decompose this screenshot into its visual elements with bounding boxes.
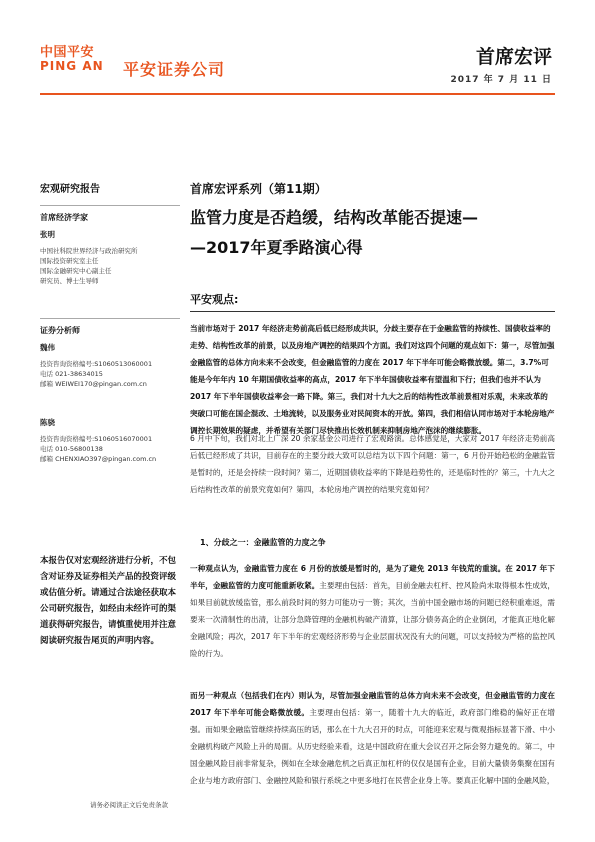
view-label: 平安观点:: [190, 293, 239, 306]
chief-economist-name: 张明: [40, 230, 55, 239]
sidebar-divider: [40, 318, 180, 319]
analyst-cert: 投资咨询资格编号:S1060516070001: [40, 435, 153, 443]
headline-line-1: 监管力度是否趋缓，结构改革能否提速—: [190, 208, 479, 227]
analyst-name: 魏伟: [40, 343, 55, 352]
intro-paragraph: 6 月中下旬，我们对北上广深 20 余家基金公司进行了宏观路演。总体感觉是，大家对 2017 年经济走势前高后低已经形成了共识，目前存在的主要分歧大致可以总结为以下四个问题：第一，6 月份开始趋松的金融监管是暂时的，还是会持续一段时间？第二，近期国债收益率的下降是趋势性的，还是临时性的？第三，十九大之后结构性改革的前景究竟如何？第四，本轮房地产调控的结果究竟如何？: [190, 434, 555, 494]
paragraph-body: 主要理由包括：第一，随着十九大的临近，政府部门维稳的偏好正在增强。而如果金融监管继续持续高压的话，那么在十九大召开的时点，可能迎来宏观与微观指标显著下滑、中小金融机构破产风险上升的局面。从历史经验来看，这是中国政府在重大会议召开之际会努力避免的。第二，中国金融风险目前非常复杂，例如在全球金融危机之后真正加杠杆的仅仅是国有企业，目前大量债务集聚在国有企业与地方政府部门、金融控风险和银行系统之中更多地打在民营企业身上等。要真正化解中国的金融风险，: [190, 708, 555, 785]
view-divider: [190, 311, 555, 312]
analyst-name: 陈骁: [40, 418, 55, 427]
main-content: [190, 180, 555, 450]
report-type: 宏观研究报告: [40, 184, 100, 195]
report-series-title: 首席宏评: [475, 46, 552, 68]
chief-title: 中国社科院世界经济与政治研究所: [40, 247, 138, 255]
headline: [190, 203, 555, 263]
series-title: 首席宏评系列（第11期）: [190, 182, 327, 196]
section-heading: 1、分歧之一：金融监管的力度之争: [200, 538, 326, 547]
analyst-phone: 电话 010-56800138: [40, 445, 103, 453]
paragraph-body: 主要理由包括：首先，目前金融去杠杆、控风险尚未取得根本性成效，如果目前就放缓监管，那么前段时间的努力可能功亏一篑；其次，当前中国金融市场的问题已经积重难返，需要来一次清制性的出清，让部分急降管理的金融机构破产清算，让部分债务高企的企业倒闭，才能真正地化解金融风险；再次，2017 年下半年的宏观经济形势与企业层面状况没有大的问题，可以支持较为严格的监控风险的行为。: [190, 581, 556, 658]
analyst-phone: 电话 021-38634015: [40, 370, 103, 378]
header-divider: [40, 93, 555, 95]
sidebar-divider: [40, 205, 180, 206]
company-name: 平安证券公司: [123, 60, 226, 79]
report-date: 2017 年 7 月 11 日: [450, 75, 552, 85]
pingan-logo: [40, 46, 104, 73]
body-paragraph: [190, 687, 555, 789]
chief-title: 国际金融研究中心副主任: [40, 267, 112, 275]
body-paragraph: [190, 560, 555, 662]
paragraph-lead: 而另一种观点（包括我们在内）则认为，尽管加强金融监管的总体方向未来不会改变，但金融监管的力度在 2017 年下半年可能会略微放缓。: [190, 691, 555, 717]
disclaimer: 本报告仅对宏观经济进行分析，不包含对证券及证券相关产品的投资评级或估值分析。请通过合法途径获取本公司研究报告，如经由未经许可的渠道获得研究报告，请慎重使用并注意阅读研究报告尾页的声明内容。: [40, 556, 177, 646]
chief-title: 国际投资研究室主任: [40, 257, 99, 265]
analyst-label: 证券分析师: [40, 326, 80, 335]
headline-line-2: —2017年夏季路演心得: [190, 238, 363, 257]
chief-economist-label: 首席经济学家: [40, 213, 88, 222]
author-sidebar: [40, 180, 180, 464]
paragraph-lead: 一种观点认为，金融监管力度在 6 月份的放缓是暂时的，是为了避免 2013 年钱荒的重演。在 2017 年下半年，金融监管的力度可能重新收紧。: [190, 564, 555, 590]
summary-text: 当前市场对于 2017 年经济走势前高后低已经形成共识，分歧主要存在于金融监管的持续性、国债收益率的走势、结构性改革的前景，以及房地产调控的结果四个方面。我们对这四个问题的观点如下：第一，尽管加强金融监管的总体方向未来不会改变，但金融监管的力度在 2017 年下半年可能会略微放缓。第二，3.7%可能是今年年内 10 年期国债收益率的高点，2017 年下半年国债收益率有望温和下行；但我们也并不认为 2017 年下半年国债收益率会一路下降。第三，我们对十九大之后的结构性改革前景相对乐观，未来改革的突破口可能在国企混改、土地流转，以及服务业对民间资本的开放。第四，我们相信认同市场对于本轮房地产调控长期效果的疑虑，并希望有关部门尽快推出长效机制来抑制房地产泡沫的继续膨胀。: [190, 324, 555, 435]
footer-note: 请务必阅读正文后免责条款: [90, 801, 168, 809]
analyst-email: 邮箱 WEIWEI170@pingan.com.cn: [40, 380, 147, 388]
analyst-cert: 投资咨询资格编号:S1060513060001: [40, 360, 153, 368]
chief-title: 研究员、博士生导师: [40, 277, 99, 285]
logo-cn: 中国平安: [40, 45, 95, 60]
analyst-email: 邮箱 CHENXIAO397@pingan.com.cn: [40, 455, 157, 463]
logo-en: PING AN: [40, 59, 104, 73]
